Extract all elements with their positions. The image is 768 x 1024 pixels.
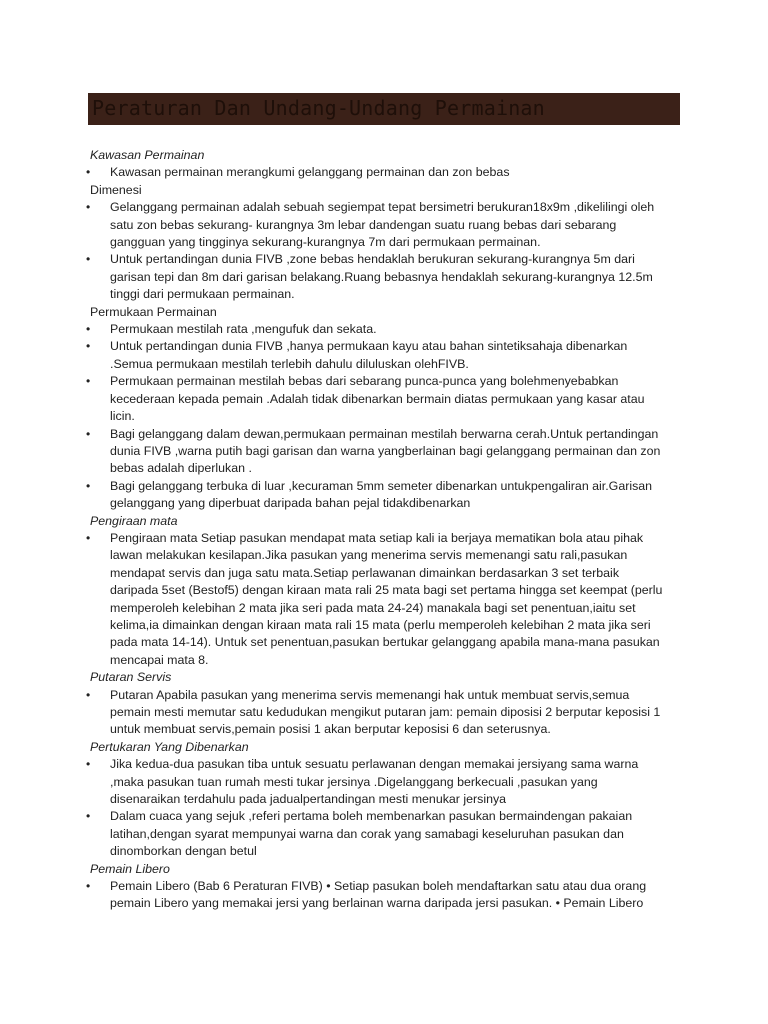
bullet-list: [0, 530, 768, 669]
list-item: • Gelanggang permainan adalah sebuah segiempat tepat bersimetri berukuran18x9m ,dikelilingi oleh satu zon bebas sekurang- kurangnya 3m lebar dandengan suatu ruang bebas dari sebarang gangguan yang tingginya sekurang-kurangnya 7m dari permukaan permainan.: [110, 199, 670, 251]
title-bar: [88, 93, 680, 125]
bullet-list: [0, 756, 768, 860]
list-item: • Bagi gelanggang dalam dewan,permukaan permainan mestilah berwarna cerah.Untuk pertandingan dunia FIVB ,warna putih bagi garisan dan warna yangberlainan bagi gelanggang permainan dan zon bebas adalah diperlukan .: [110, 426, 670, 478]
bullet-list: [0, 164, 768, 181]
list-item: • Putaran Apabila pasukan yang menerima servis memenangi hak untuk membuat servis,semua pemain mesti memutar satu kedudukan mengikut putaran jam: pemain diposisi 2 berputar keposisi 1 untuk membuat servis,pemain posisi 1 akan berputar keposisi 6 dan seterusnya.: [110, 687, 670, 739]
list-item: • Dalam cuaca yang sejuk ,referi pertama boleh membenarkan pasukan bermaindengan pakaian latihan,dengan syarat mempunyai warna dan corak yang samabagi keseluruhan pasukan dan dinomborkan dengan betul: [110, 808, 670, 860]
list-item: • Bagi gelanggang terbuka di luar ,kecuraman 5mm semeter dibenarkan untukpengaliran air.Garisan gelanggang yang diperbuat daripada bahan pejal tidakdibenarkan: [110, 478, 670, 513]
section-heading: Dimenesi: [90, 182, 142, 197]
bullet-list: [0, 321, 768, 512]
section-heading: Pemain Libero: [90, 861, 170, 876]
section-heading: Pengiraan mata: [90, 513, 178, 528]
list-item: • Untuk pertandingan dunia FIVB ,zone bebas hendaklah berukuran sekurang-kurangnya 5m dari garisan tepi dan 8m dari garisan belakang.Ruang bebasnya hendaklah sekurang-kurangnya 12.5m tinggi dari permukaan permainan.: [110, 251, 670, 303]
bullet-list: [0, 199, 768, 303]
list-item: • Jika kedua-dua pasukan tiba untuk sesuatu perlawanan dengan memakai jersiyang sama warna ,maka pasukan tuan rumah mesti tukar jersinya .Digelanggang berkecuali ,pasukan yang disenaraikan terdahulu pada jadualpertandingan mesti menukar jersinya: [110, 756, 670, 808]
section-heading: Putaran Servis: [90, 670, 172, 685]
list-item: • Permukaan permainan mestilah bebas dari sebarang punca-punca yang bolehmenyebabkan kecederaan kepada pemain .Adalah tidak dibenarkan bermain diatas permukaan yang kasar atau licin.: [110, 373, 670, 425]
section-heading: Permukaan Permainan: [90, 304, 217, 319]
bullet-list: [0, 687, 768, 739]
list-item: • Kawasan permainan merangkumi gelanggang permainan dan zon bebas: [110, 164, 670, 181]
section-heading: Kawasan Permainan: [90, 148, 205, 162]
list-item: • Permukaan mestilah rata ,mengufuk dan sekata.: [110, 321, 670, 338]
section-heading: Pertukaran Yang Dibenarkan: [90, 739, 249, 754]
document-body: [0, 147, 768, 913]
page-title: Peraturan Dan Undang-Undang Permainan: [92, 96, 545, 120]
list-item: • Pengiraan mata Setiap pasukan mendapat mata setiap kali ia berjaya mematikan bola atau pihak lawan melakukan kesilapan.Jika pasukan yang menerima servis memenangi satu rali,pasukan mendapat servis dan juga satu mata.Setiap perlawanan dimainkan berdasarkan 3 set terbaik daripada 5set (Bestof5) dengan kiraan mata rali 25 mata bagi set pertama hingga set keempat (perlu memperoleh kelebihan 2 mata jika seri pada mata 24-24) manakala bagi set penentuan,iaitu set kelima,ia dimainkan dengan kiraan mata rali 15 mata (perlu memperoleh kelebihan 2 mata jika seri pada mata 14-14). Untuk set penentuan,pasukan bertukar gelanggang apabila mana-mana pasukan mencapai mata 8.: [110, 530, 670, 669]
list-item: • Untuk pertandingan dunia FIVB ,hanya permukaan kayu atau bahan sintetiksahaja dibenarkan .Semua permukaan mestilah terlebih dahulu diluluskan olehFIVB.: [110, 338, 670, 373]
list-item: • Pemain Libero (Bab 6 Peraturan FIVB) • Setiap pasukan boleh mendaftarkan satu atau dua orang pemain Libero yang memakai jersi yang berlainan warna daripada jersi pasukan. • Pemain Libero: [110, 878, 670, 913]
bullet-list: [0, 878, 768, 913]
